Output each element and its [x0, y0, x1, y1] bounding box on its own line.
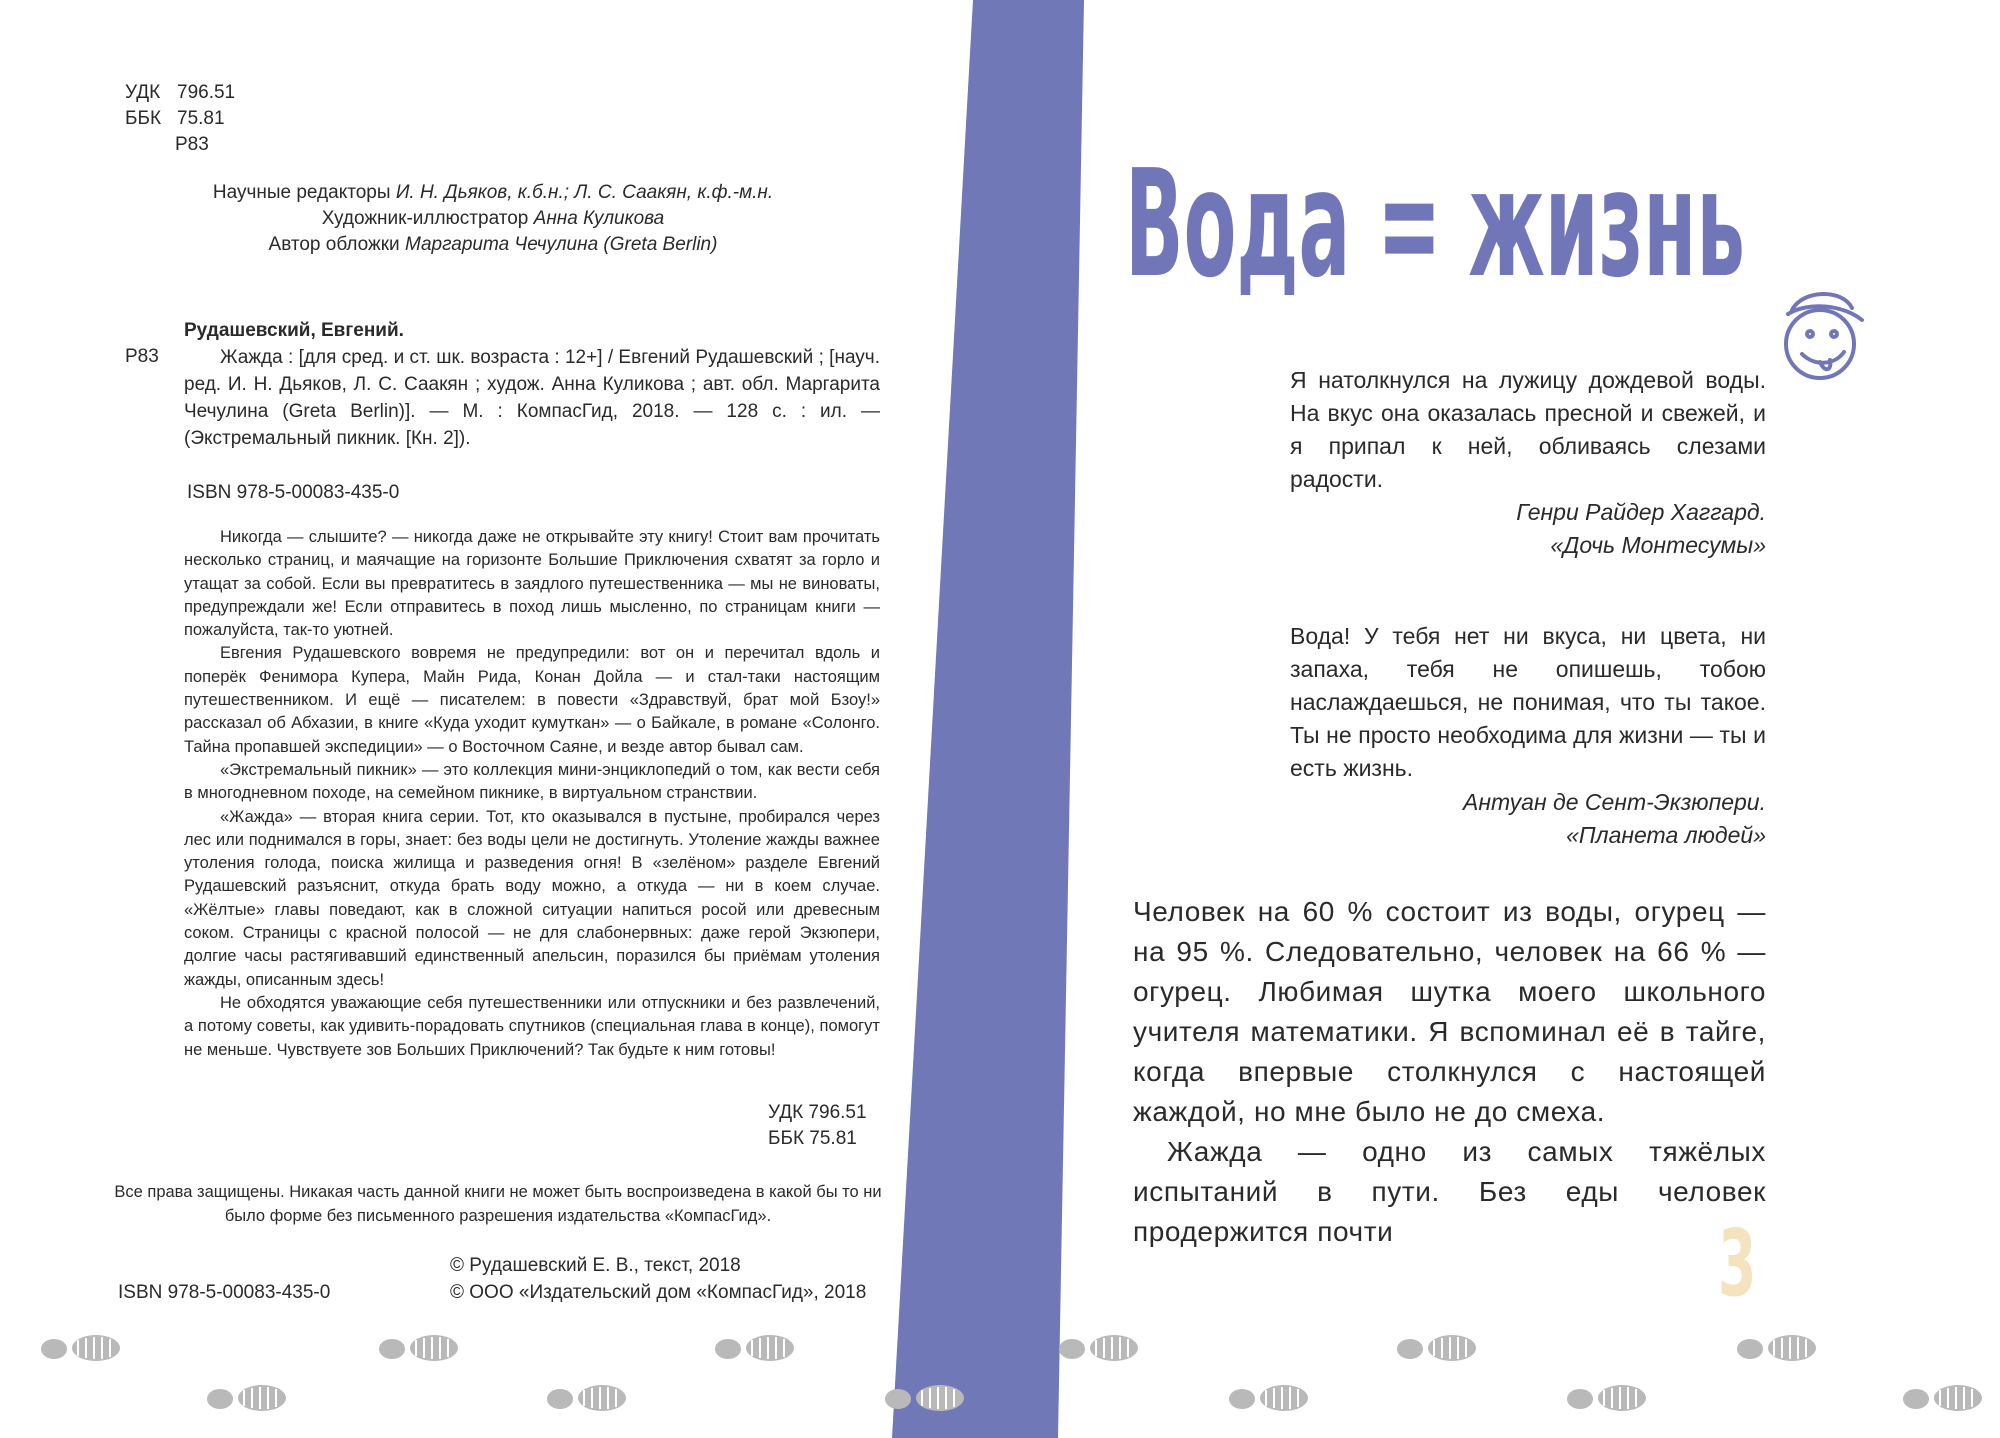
udk-bottom: УДК 796.51	[768, 1102, 867, 1123]
footprint-icon	[1896, 1378, 1986, 1418]
cover-author-name: Маргарита Чечулина (Greta Berlin)	[404, 234, 718, 255]
footprint-icon	[878, 1378, 968, 1418]
footprint-icon	[540, 1378, 630, 1418]
annotation-paragraph: «Жажда» — вторая книга серии. Тот, кто оказывался в пустыне, пробирался через лес или поднимался в горы, знает: без воды цели не достигнуть. Утоление жажды важнее утоления голода, поиска жилища и разведения огня! В «зелёном» разделе Евгений Рудашевский разъяснит, откуда брать воду можно, а откуда — ни в коем случае. «Жёлтые» главы поведают, как в сложной ситуации напиться росой или древесным соком. Страницы с красной полосой — не для слабонервных: даже герой Экзюпери, долгие часы растягивавший единственный апельсин, поразился бы приёмам утоления жажды, описанным здесь!	[184, 807, 880, 989]
editors-names: И. Н. Дьяков, к.б.н.; Л. С. Саакян, к.ф.-м.н.	[395, 182, 774, 203]
record-author: Рудашевский, Евгений.	[184, 320, 404, 341]
bbk-value: 75.81	[177, 108, 225, 129]
footprint-icon	[1052, 1328, 1142, 1368]
record-mark: Р83	[125, 346, 159, 367]
annotation-paragraph: Никогда — слышите? — никогда даже не открывайте эту книгу! Стоит вам прочитать несколько страниц, и маячащие на горизонте Большие Приключения схватят за горло и утащат за собой. Если вы превратитесь в заядлого путешественника — мы не виноваты, предупреждали же! Если отправитесь в поход лишь мысленно, по страницам книги — пожалуйста, так-то уютней.	[184, 528, 880, 640]
isbn-top: ISBN 978-5-00083-435-0	[187, 482, 400, 503]
annotation-paragraph: Евгения Рудашевского вовремя не предупредили: вот он и перечитал вдоль и поперёк Фенимора Купера, Майн Рида, Конан Дойла — и стал-таки настоящим путешественником. И ещё — писателем: в повести «Здравствуй, брат мой Бзоу!» рассказал об Абхазии, в книге «Куда уходит кумуткан» — о Байкале, в романе «Солонго. Тайна пропавшей экспедиции» — о Восточном Саяне, и везде автор бывал сам.	[184, 644, 880, 756]
body-paragraph: Человек на 60 % состоит из воды, огурец — на 95 %. Следовательно, человек на 66 % — огурец. Любимая шутка моего школьного учителя математики. Я вспоминал её в тайге, когда впервые столкнулся с настоящей жаждой, но мне было не до смеха.	[1133, 896, 1766, 1127]
cover-author-label: Автор обложки	[268, 234, 400, 255]
annotation-paragraph: «Экстремальный пикник» — это коллекция мини-энциклопедий о том, как вести себя в многодневном походе, на семейном пикнике, в виртуальном странствии.	[184, 760, 880, 803]
bbk-label: ББК	[125, 108, 162, 129]
right-page-chapter	[1000, 0, 2000, 1438]
footprint-icon	[372, 1328, 462, 1368]
footprint-icon	[1222, 1378, 1312, 1418]
footprint-icon	[34, 1328, 124, 1368]
epigraph-2-source: «Планета людей»	[1566, 822, 1766, 848]
copyright-publisher: © ООО «Издательский дом «КомпасГид», 2018	[450, 1282, 867, 1303]
illustrator-label: Художник-иллюстратор	[321, 208, 529, 229]
illustrator-name: Анна Куликова	[533, 208, 665, 229]
annotation-paragraph: Не обходятся уважающие себя путешественники или отпускники и без развлечений, а потому советы, как удивить-порадовать спутников (специальная глава в конце), помогут не меньше. Чувствуете зов Больших Приключений? Так будьте к ним готовы!	[184, 993, 880, 1059]
footprint-icon	[1390, 1328, 1480, 1368]
epigraph-1-author: Генри Райдер Хаггард.	[1516, 499, 1766, 525]
editors-label: Научные редакторы	[212, 182, 391, 203]
footprint-icon	[708, 1328, 798, 1368]
bbk-bottom: ББК 75.81	[768, 1128, 857, 1149]
bibliographic-record: Жажда : [для сред. и ст. шк. возраста : 12+] / Евгений Рудашевский ; [науч. ред. И. Н. Дьяков, Л. С. Саакян ; худож. Анна Куликова ; авт. обл. Маргарита Чечулина (Greta Berlin)]. — М. : КомпасГид, 2018. — 128 с. : ил. — (Экстремальный пикник. [Кн. 2]).	[184, 347, 880, 449]
footprint-icon	[200, 1378, 290, 1418]
credits-block	[133, 180, 853, 258]
epigraph-1-source: «Дочь Монтесумы»	[1550, 532, 1766, 558]
chapter-body	[1133, 892, 1766, 1252]
epigraph-2-author: Антуан де Сент-Экзюпери.	[1463, 789, 1766, 815]
body-paragraph: Жажда — одно из самых тяжёлых испытаний в пути. Без еды человек продержится почти	[1133, 1136, 1766, 1247]
author-mark: Р83	[175, 134, 209, 155]
classification-block	[125, 80, 235, 158]
chapter-title	[1125, 135, 1785, 295]
udk-label: УДК	[125, 82, 161, 103]
footprint-icon	[1730, 1328, 1820, 1368]
footprint-icon	[1560, 1378, 1650, 1418]
chapter-title-text: Вода = жизнь	[1125, 138, 1745, 295]
udk-value: 796.51	[177, 82, 236, 103]
epigraph-1: Я натолкнулся на лужицу дождевой воды. На вкус она оказалась пресной и свежей, и я припал к ней, обливаясь слезами радости.	[1290, 367, 1766, 492]
epigraph-2: Вода! У тебя нет ни вкуса, ни цвета, ни запаха, тебя не опишешь, тобою наслаждаешься, не понимая, что ты такое. Ты не просто необходима для жизни — ты и есть жизнь.	[1290, 623, 1766, 781]
annotation	[184, 526, 880, 1062]
isbn-bottom: ISBN 978-5-00083-435-0	[118, 1282, 331, 1303]
page-number: 3	[1718, 1210, 1757, 1317]
doodle-face-icon	[1772, 280, 1872, 390]
rights-notice: Все права защищены. Никакая часть данной книги не может быть воспроизведена в какой бы то ни было форме без письменного разрешения издательства «КомпасГид».	[114, 1183, 882, 1225]
copyright-text: © Рудашевский Е. В., текст, 2018	[450, 1255, 741, 1276]
